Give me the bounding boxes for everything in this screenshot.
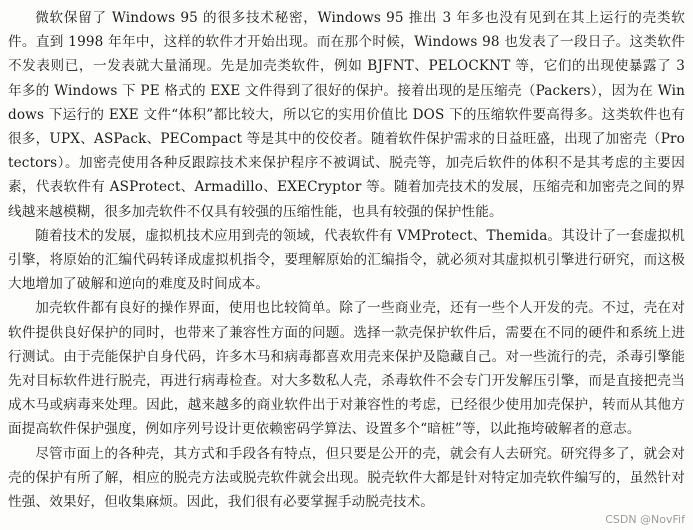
paragraph-shell-compatibility: 加壳软件都有良好的操作界面，使用也比较简单。除了一些商业壳，还有一些个人开发的壳。不过，壳在对软件提供良好保护的同时，也带来了兼容性方面的问题。选择一款壳保护软件后，需要在不同的硬件和系统上进行测试。由于壳能保护自身代码，许多木马和病毒都喜欢用壳来保护及隐藏自己。对一些流行的壳，杀毒引擎能先对目标软件进行脱壳，再进行病毒检查。对大多数私人壳，杀毒软件不会专门开发解压引擎，而是直接把壳当成木马或病毒来处理。因此，越来越多的商业软件出于对兼容性的考虑，已经很少使用加壳保护，转而从其他方面提高软件保护强度，例如序列号设计更依赖密码学算法、设置多个“暗桩”等，以此拖垮破解者的意志。 xyxy=(8,300,685,438)
paragraph-virtual-machine-protection: 随着技术的发展，虚拟机技术应用到壳的领域，代表软件有 VMProtect、Themida。其设计了一套虚拟机引擎，将原始的汇编代码转译成虚拟机指令，要理解原始的汇编指令，就必须对其虚拟机引擎进行研究，而这极大地增加了破解和逆向的难度及时间成本。 xyxy=(8,227,685,293)
csdn-watermark: CSDN @NovFif xyxy=(605,513,685,526)
paragraph-manual-unpacking: 尽管市面上的各种壳，其方式和手段各有特点，但只要是公开的壳，就会有人去研究。研究得多了，就会对壳的保护有所了解，相应的脱壳方法或脱壳软件就会出现。脱壳软件大都是针对特定加壳软件编写的，虽然针对性强、效果好，但收集麻烦。因此，我们很有必要掌握手动脱壳技术。 xyxy=(8,445,685,511)
paragraph-windows-shell-history: 微软保留了 Windows 95 的很多技术秘密，Windows 95 推出 3 年多也没有见到在其上运行的壳类软件。直到 1998 年年中，这样的软件才开始出现。而在那个时候，Windows 98 也发表了一段日子。这类软件不发表则已，一发表就大量涌现。先是加壳类软件，例如 BJFNT、PELOCKNT 等，它们的出现使暴露了 3 年多的 Windows 下 PE 格式的 EXE 文件得到了很好的保护。接着出现的是压缩壳（Packers），因为在 Windows 下运行的 EXE 文件“体积”都比较大，所以它的实用价值比 DOS 下的压缩软件要高得多。这类软件也有很多，UPX、ASPack、PECompact 等是其中的佼佼者。随着软件保护需求的日益旺盛，出现了加密壳（Protectors）。加密壳使用各种反跟踪技术来保护程序不被调试、脱壳等，加壳后软件的体积不是其考虑的主要因素，代表软件有 ASProtect、Armadillo、EXECryptor 等。随着加壳技术的发展，压缩壳和加密壳之间的界线越来越模糊，很多加壳软件不仅具有较强的压缩性能，也具有较强的保护性能。 xyxy=(8,10,685,220)
